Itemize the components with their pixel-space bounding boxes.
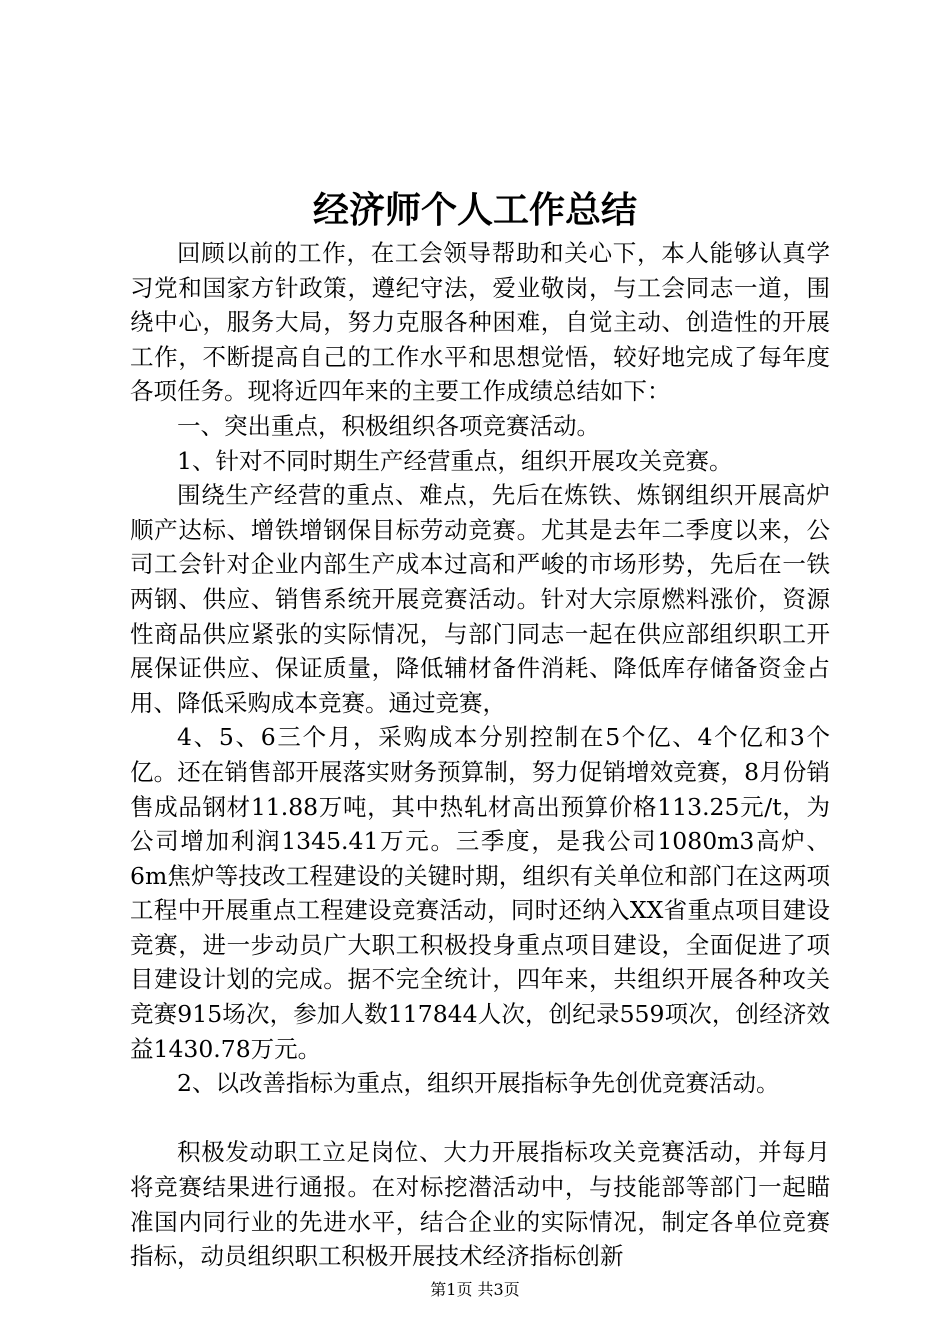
document-title: 经济师个人工作总结 [312,189,637,231]
document-body [130,236,830,1274]
paragraph-intro: 回顾以前的工作，在工会领导帮助和关心下，本人能够认真学习党和国家方针政策，遵纪守法，爱业敬岗，与工会同志一道，围绕中心，服务大局，努力克服各种困难，自觉主动、创造性的开展工作，不断提高自己的工作水平和思想觉悟，较好地完成了每年度各项任务。现将近四年来的主要工作成绩总结如下： [130,239,830,406]
page-footer: 第1页 共3页 [430,1280,520,1299]
subsection-heading-1: 1、针对不同时期生产经营重点，组织开展攻关竞赛。 [177,446,733,475]
paragraph-competitions: 围绕生产经营的重点、难点，先后在炼铁、炼钢组织开展高炉顺产达标、增铁增钢保目标劳动竞赛。尤其是去年二季度以来，公司工会针对企业内部生产成本过高和严峻的市场形势，先后在一铁两钢、供应、销售系统开展竞赛活动。针对大宗原燃料涨价，资源性商品供应紧张的实际情况，与部门同志一起在供应部组织职工开展保证供应、保证质量，降低辅材备件消耗、降低库存储备资金占用、降低采购成本竞赛。通过竞赛， [130,481,830,717]
paragraph-results: 4、5、6三个月，采购成本分别控制在5个亿、4个亿和3个亿。还在销售部开展落实财务预算制，努力促销增效竞赛，8月份销售成品钢材11.88万吨，其中热轧材高出预算价格113.25元/t，为公司增加利润1345.41万元。三季度，是我公司1080m3高炉、6m焦炉等技改工程建设的关键时期，组织有关单位和部门在这两项工程中开展重点工程建设竞赛活动，同时还纳入XX省重点项目建设竞赛，进一步动员广大职工积极投身重点项目建设，全面促进了项目建设计划的完成。据不完全统计，四年来，共组织开展各种攻关竞赛915场次，参加人数117844人次，创纪录559项次，创经济效益1430.78万元。 [130,723,830,1063]
paragraph-gap [130,1101,830,1136]
section-heading-1: 一、突出重点，积极组织各项竞赛活动。 [177,411,600,440]
paragraph-indicators: 积极发动职工立足岗位、大力开展指标攻关竞赛活动，并每月将竞赛结果进行通报。在对标挖潜活动中，与技能部等部门一起瞄准国内同行业的先进水平，结合企业的实际情况，制定各单位竞赛指标，动员组织职工积极开展技术经济指标创新 [130,1138,830,1271]
subsection-heading-2: 2、以改善指标为重点，组织开展指标争先创优竞赛活动。 [177,1069,780,1098]
